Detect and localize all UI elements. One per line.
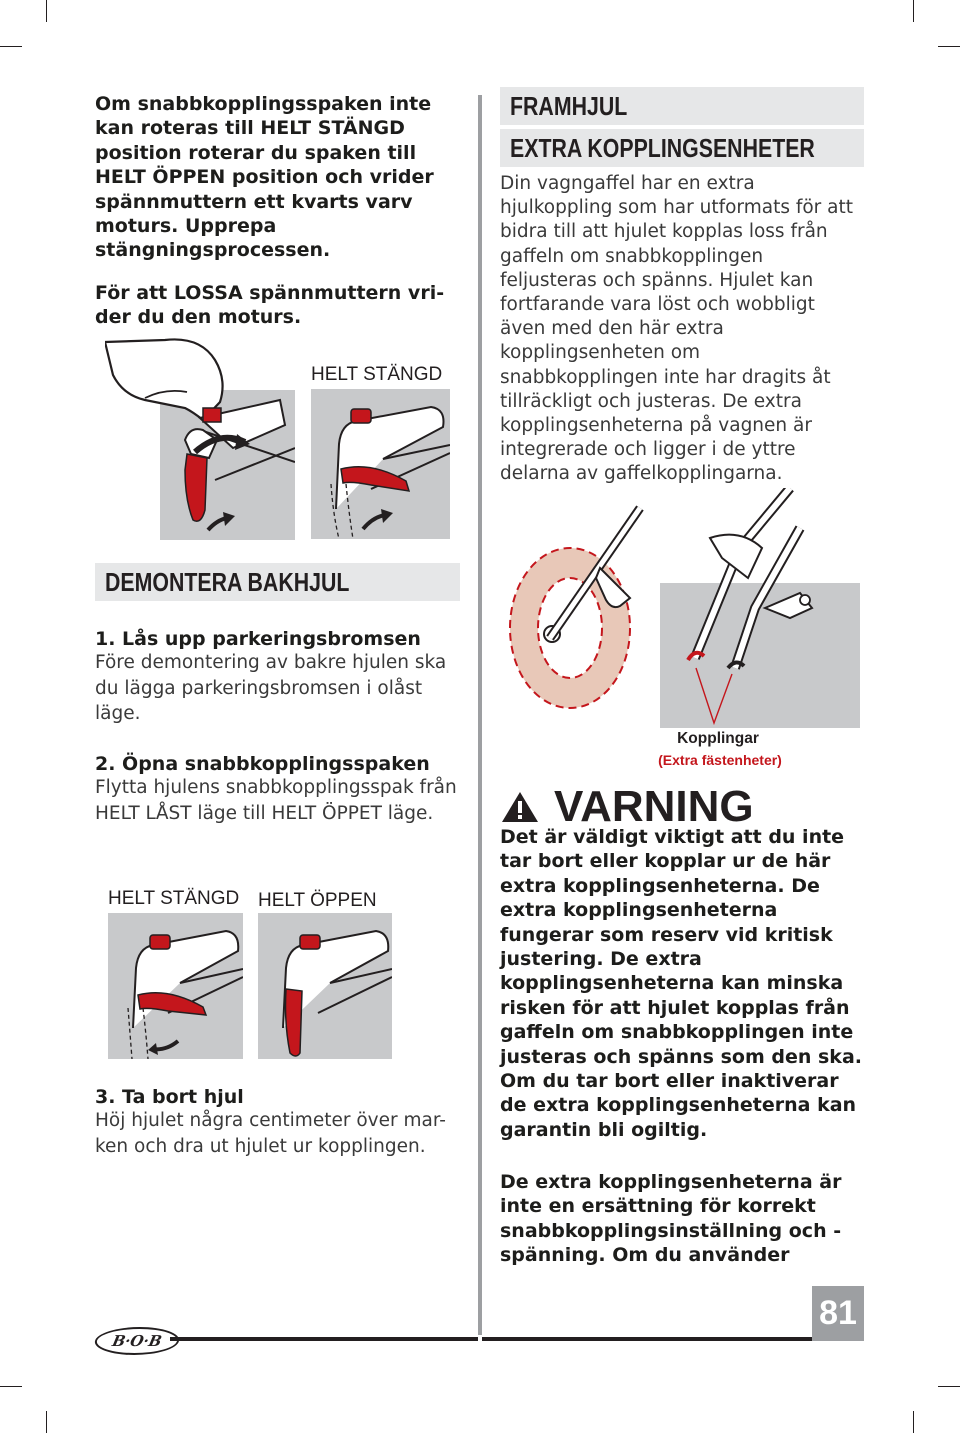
heading-text: FRAMHJUL xyxy=(510,91,628,121)
figure-label-closed: HELT STÄNGD xyxy=(311,364,443,385)
heading-text: EXTRA KOPPLINGSENHETER xyxy=(510,133,815,163)
step-2 xyxy=(95,753,465,826)
brand-logo xyxy=(92,1327,182,1355)
figure-label-closed: HELT STÄNGD xyxy=(108,888,240,909)
intro-paragraph: Om snabbkopplingsspaken inte kan roteras till HELT STÄNGD position roterar du spaken till HELT ÖPPEN position och vrider spännmuttern ett kvarts varv moturs. Upprepa stängningsprocessen. xyxy=(95,93,434,262)
crop-mark xyxy=(913,1411,914,1433)
step-title: 2. Öpna snabbkopplingsspaken xyxy=(95,753,430,775)
warning-triangle-icon xyxy=(500,790,540,824)
open-lever-illustration xyxy=(258,913,392,1059)
warning-header xyxy=(500,784,754,830)
page-number: 81 xyxy=(819,1294,857,1332)
hand-lever-illustration xyxy=(105,330,295,540)
footer-rule xyxy=(170,1337,478,1341)
step-title: 1. Lås upp parkeringsbromsen xyxy=(95,628,421,650)
crop-mark xyxy=(0,1386,22,1387)
framhjul-body: Din vagngaffel har en extra hjulkoppling som har utformats för att bidra till att hjulet kopplas loss från gaffeln om snabbkopplingen feljusteras och spänns. Hjulet kan fortfarande vara löst och wobbligt även med den här extra kopplingsenheten om snabbkopplingen inte har dragits åt tillräckligt och justeras. De extra kopplingsenheterna på vagnen är integrerade och ligger i de yttre delarna av gaffelkopplingarna. xyxy=(500,173,854,485)
crop-mark xyxy=(913,0,914,22)
warning-body-continued: De extra kopplingsenheterna är inte en ersättning för korrekt snabbkopplingsinställning och -spänning. Om du använder xyxy=(500,1171,842,1267)
figure-label-open: HELT ÖPPEN xyxy=(258,890,377,911)
intro-note: För att LOSSA spännmuttern vri-der du den moturs. xyxy=(95,281,445,329)
column-divider xyxy=(478,95,482,1335)
section-heading-framhjul xyxy=(500,87,864,125)
step-body: Flytta hjulens snabbkopplingsspak från HELT LÅST läge till HELT ÖPPET läge. xyxy=(95,777,457,824)
closed-lever-illustration xyxy=(311,389,450,539)
warning-body: Det är väldigt viktigt att du inte tar bort eller kopplar ur de här extra kopplingsenheterna. De extra kopplingsenheterna fungerar som reserv vid kritisk justering. De extra kopplingsenheterna kan minska risken för att hjulet kopplas från gaffeln om snabbkopplingen inte justeras och spänns som den ska. Om du tar bort eller inaktiverar de extra kopplingsenheterna kan garantin bli ogiltig. xyxy=(500,826,862,1141)
step-3 xyxy=(95,1086,465,1159)
crop-mark xyxy=(46,1411,47,1433)
callout-title: Kopplingar xyxy=(677,730,759,747)
step-title: 3. Ta bort hjul xyxy=(95,1086,244,1108)
brand-logo-text: B·O·B xyxy=(110,1332,164,1350)
callout-subtitle: (Extra fästenheter) xyxy=(658,752,782,768)
footer-rule xyxy=(482,1337,812,1341)
section-heading-extra-kopplingsenheter xyxy=(500,129,864,167)
step-body: Före demontering av bakre hjulen ska du lägga parkeringsbromsen i olåst läge. xyxy=(95,652,447,724)
closed-lever-illustration xyxy=(108,913,243,1059)
crop-mark xyxy=(46,0,47,22)
crop-mark xyxy=(0,46,22,47)
fork-wheel-illustration xyxy=(500,488,860,728)
step-1 xyxy=(95,628,465,727)
crop-mark xyxy=(938,1386,960,1387)
heading-text: DEMONTERA BAKHJUL xyxy=(105,567,350,597)
step-body: Höj hjulet några centimeter över mar-ken och dra ut hjulet ur kopplingen. xyxy=(95,1110,446,1157)
intro-block xyxy=(95,92,470,330)
page-number-box xyxy=(812,1286,864,1341)
section-heading-demontera xyxy=(95,563,460,601)
crop-mark xyxy=(938,46,960,47)
warning-title: VARNING xyxy=(554,782,754,831)
